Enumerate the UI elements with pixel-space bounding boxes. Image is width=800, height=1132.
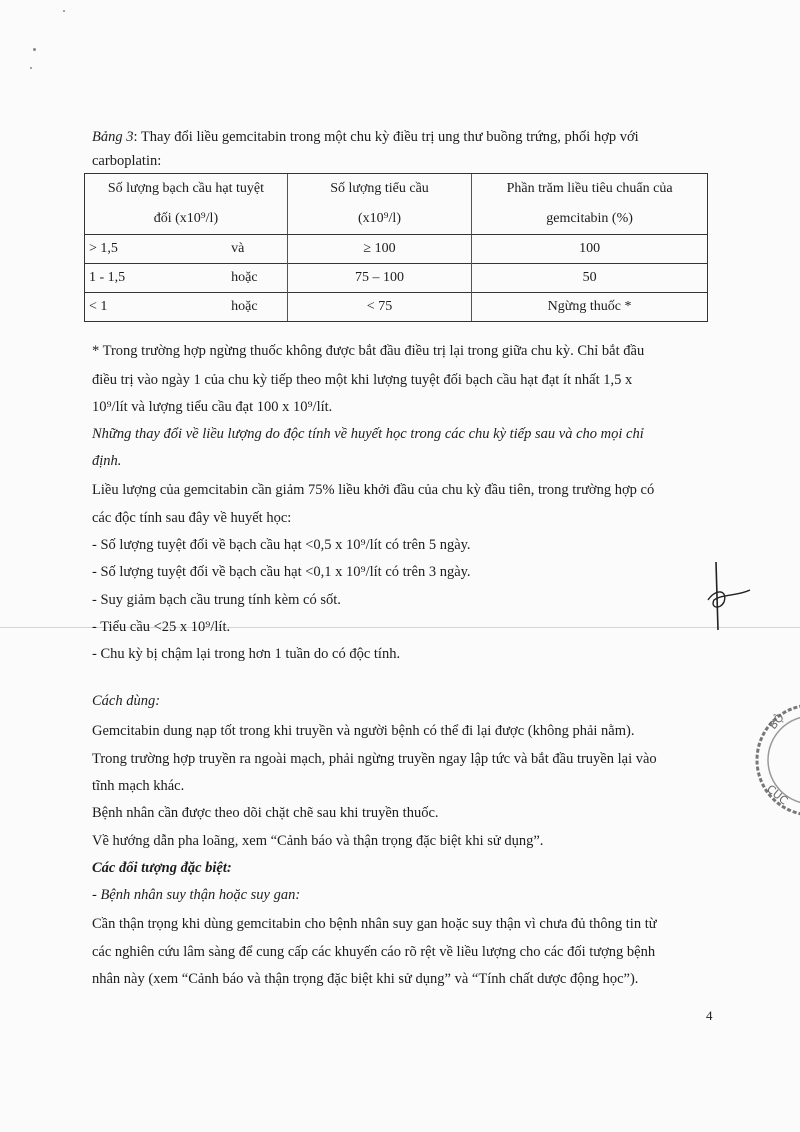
header-anc-unit: đối (x10⁹/l) — [85, 204, 288, 235]
bullet-item: - Tiểu cầu <25 x 10⁹/lít. — [92, 619, 231, 635]
bullet-item: - Chu kỳ bị chậm lại trong hơn 1 tuần do có độc tính. — [92, 646, 401, 662]
usage-line: Về hướng dẫn pha loãng, xem “Cảnh báo và thận trọng đặc biệt khi sử dụng”. — [92, 833, 544, 849]
table-row — [85, 293, 708, 322]
table-caption-line2: carboplatin: — [92, 153, 162, 169]
svg-text:BỘ: BỘ — [766, 711, 787, 732]
usage-line: tĩnh mạch khác. — [92, 778, 185, 794]
table-row — [85, 235, 708, 264]
table-caption-label: Bảng 3 — [92, 129, 134, 145]
header-anc: Số lượng bạch cầu hạt tuyệt — [85, 174, 288, 205]
table-header-row — [85, 174, 708, 205]
cell-conj: hoặc — [227, 293, 287, 322]
cell-conj: và — [231, 241, 245, 256]
cell-platelet: ≥ 100 — [287, 235, 471, 264]
dose-adjustment-table — [84, 173, 708, 322]
table-caption — [92, 128, 712, 146]
header-percent-unit: gemcitabin (%) — [472, 204, 708, 235]
cell-anc: > 1,5 — [85, 235, 228, 264]
table-row — [85, 264, 708, 293]
cell-platelet: 75 – 100 — [287, 264, 471, 293]
note-line: điều trị vào ngày 1 của chu kỳ tiếp theo một khi lượng tuyệt đối bạch cầu hạt đạt ít nhất 1,5 x — [92, 372, 633, 388]
paragraph-line: các độc tính sau đây về huyết học: — [92, 510, 292, 526]
paragraph-line: Liều lượng của gemcitabin cần giảm 75% liều khởi đầu của chu kỳ đầu tiên, trong trường hợp có — [92, 482, 655, 498]
header-platelet-unit: (x10⁹/l) — [287, 204, 471, 235]
section-heading-hematology: Những thay đổi về liều lượng do độc tính về huyết học trong các chu kỳ tiếp sau và cho mọi chỉ — [92, 426, 644, 442]
note-line: 10⁹/lít và lượng tiểu cầu đạt 100 x 10⁹/lít. — [92, 399, 333, 415]
header-platelet: Số lượng tiểu cầu — [287, 174, 471, 205]
scan-speck — [63, 10, 65, 12]
bullet-item: - Số lượng tuyệt đối về bạch cầu hạt <0,5 x 10⁹/lít có trên 5 ngày. — [92, 537, 471, 553]
usage-line: Bệnh nhân cần được theo dõi chặt chẽ sau khi truyền thuốc. — [92, 805, 439, 821]
cell-platelet: < 75 — [287, 293, 471, 322]
table-caption-text: : Thay đổi liều gemcitabin trong một chu kỳ điều trị ung thư buồng trứng, phối hợp với — [133, 129, 639, 145]
section-heading-special: Các đối tượng đặc biệt: — [92, 860, 232, 876]
svg-text:CỤC: CỤC — [764, 782, 791, 808]
scan-speck — [30, 67, 32, 69]
header-percent: Phần trăm liều tiêu chuẩn của — [472, 174, 708, 205]
cell-percent: Ngừng thuốc * — [472, 293, 708, 322]
cell-percent: 100 — [472, 235, 708, 264]
official-stamp — [752, 700, 800, 820]
special-line: các nghiên cứu lâm sàng để cung cấp các khuyến cáo rõ rệt về liều lượng cho các đối tượng bệnh — [92, 944, 656, 960]
cell-percent: 50 — [472, 264, 708, 293]
table-header-row-2 — [85, 204, 708, 235]
usage-line: Trong trường hợp truyền ra ngoài mạch, phải ngừng truyền ngay lập tức và bắt đầu truyền lại vào — [92, 751, 657, 767]
section-heading-usage: Cách dùng: — [92, 693, 161, 709]
cell-anc: < 1 — [85, 293, 228, 322]
subheading-renal-hepatic: - Bệnh nhân suy thận hoặc suy gan: — [92, 887, 301, 903]
note-line: * Trong trường hợp ngừng thuốc không được bắt đầu điều trị lại trong giữa chu kỳ. Chỉ bắt đầu — [92, 343, 645, 359]
cell-conj: hoặc — [227, 264, 287, 293]
special-line: Cần thận trọng khi dùng gemcitabin cho bệnh nhân suy gan hoặc suy thận vì chưa đủ thông tin từ — [92, 916, 657, 932]
section-heading-hematology-cont: định. — [92, 453, 122, 469]
scan-speck — [33, 48, 36, 51]
signature-mark — [698, 560, 758, 640]
bullet-item: - Số lượng tuyệt đối về bạch cầu hạt <0,1 x 10⁹/lít có trên 3 ngày. — [92, 564, 471, 580]
special-line: nhân này (xem “Cảnh báo và thận trọng đặc biệt khi sử dụng” và “Tính chất dược động học”). — [92, 971, 639, 987]
page-number: 4 — [706, 1008, 713, 1023]
bullet-item: - Suy giảm bạch cầu trung tính kèm có sốt. — [92, 592, 341, 608]
usage-line: Gemcitabin dung nạp tốt trong khi truyền và người bệnh có thể đi lại được (không phải nằm). — [92, 723, 635, 739]
cell-anc: 1 - 1,5 — [85, 264, 228, 293]
